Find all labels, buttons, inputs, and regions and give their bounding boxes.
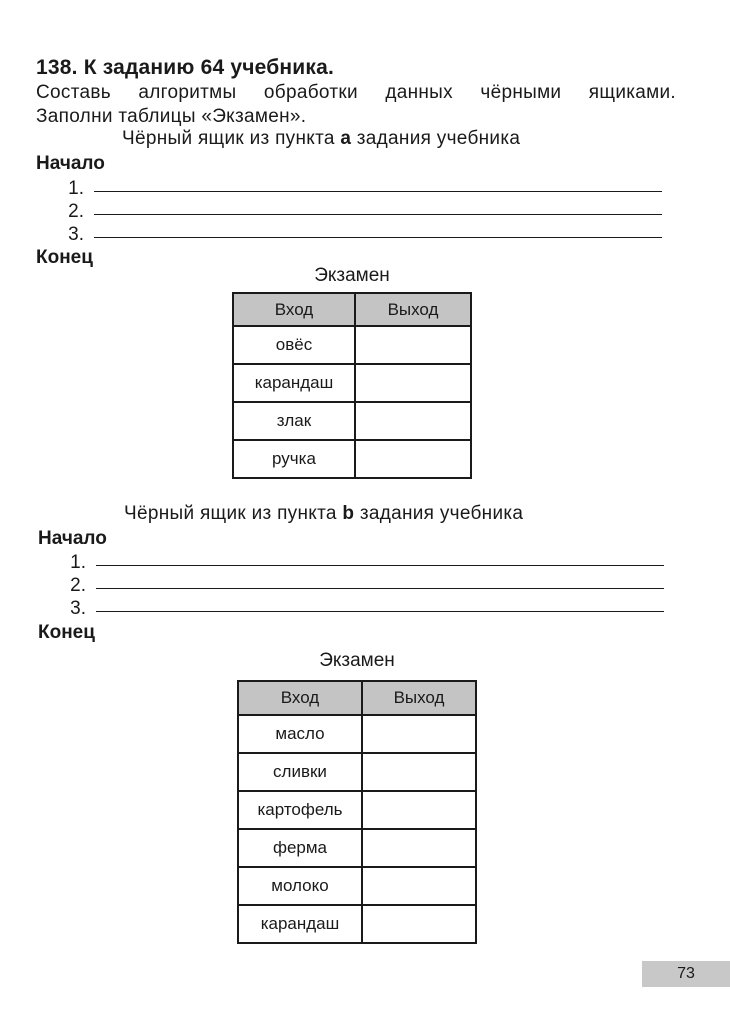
- section-a-subtitle-pre: Чёрный ящик из пункта: [122, 128, 335, 149]
- exercise-instruction-line-2: Заполни таблицы «Экзамен».: [36, 106, 307, 127]
- input-cell: молоко: [238, 867, 362, 905]
- table-header-row: [233, 293, 471, 326]
- section-b-step-2-number: 2.: [70, 575, 86, 596]
- section-b-exam-table: [237, 680, 477, 944]
- input-cell: ручка: [233, 440, 355, 478]
- section-b-subtitle-pre: Чёрный ящик из пункта: [124, 503, 337, 524]
- section-b-subtitle-letter: b: [342, 503, 355, 524]
- section-a-table-caption: Экзамен: [314, 265, 390, 286]
- column-header-input: Вход: [238, 681, 362, 715]
- input-cell: картофель: [238, 791, 362, 829]
- column-header-output: Выход: [362, 681, 476, 715]
- section-a-end-label: Конец: [36, 247, 93, 268]
- section-a-subtitle-post: задания учебника: [356, 128, 521, 149]
- section-a-step-2-number: 2.: [68, 201, 84, 222]
- input-cell: ферма: [238, 829, 362, 867]
- table-row: [238, 905, 476, 943]
- table-row: [238, 791, 476, 829]
- section-a-step-2-line[interactable]: [94, 214, 662, 215]
- page-number-box: [642, 961, 730, 987]
- section-b-subtitle: [124, 503, 523, 525]
- column-header-output: Выход: [355, 293, 471, 326]
- section-b-step-3-line[interactable]: [96, 611, 664, 612]
- table-row: [233, 364, 471, 402]
- section-b-end-label: Конец: [38, 622, 95, 643]
- output-cell[interactable]: [355, 364, 471, 402]
- section-a-step-3-number: 3.: [68, 224, 84, 245]
- output-cell[interactable]: [362, 867, 476, 905]
- input-cell: овёс: [233, 326, 355, 364]
- output-cell[interactable]: [362, 791, 476, 829]
- output-cell[interactable]: [362, 753, 476, 791]
- output-cell[interactable]: [362, 829, 476, 867]
- section-a-step-1-number: 1.: [68, 178, 84, 199]
- column-header-input: Вход: [233, 293, 355, 326]
- section-b-step-3-number: 3.: [70, 598, 86, 619]
- section-b-table-caption: Экзамен: [319, 650, 395, 671]
- input-cell: масло: [238, 715, 362, 753]
- output-cell[interactable]: [355, 326, 471, 364]
- section-a-step-1-line[interactable]: [94, 191, 662, 192]
- page-number: 73: [677, 965, 695, 982]
- table-row: [233, 440, 471, 478]
- section-a-step-3-line[interactable]: [94, 237, 662, 238]
- section-b-step-2-line[interactable]: [96, 588, 664, 589]
- table-row: [238, 867, 476, 905]
- section-a-subtitle: [122, 128, 520, 150]
- exercise-instruction-line-1: Составь алгоритмы обработки данных чёрными ящиками.: [36, 82, 676, 103]
- output-cell[interactable]: [355, 440, 471, 478]
- section-a-exam-table: [232, 292, 472, 479]
- input-cell: карандаш: [233, 364, 355, 402]
- output-cell[interactable]: [362, 905, 476, 943]
- table-row: [233, 326, 471, 364]
- table-row: [238, 753, 476, 791]
- section-a-start-label: Начало: [36, 153, 105, 174]
- section-b-step-1-number: 1.: [70, 552, 86, 573]
- section-b-step-1-line[interactable]: [96, 565, 664, 566]
- exercise-heading: 138. К заданию 64 учебника.: [36, 56, 335, 79]
- input-cell: сливки: [238, 753, 362, 791]
- table-row: [238, 715, 476, 753]
- output-cell[interactable]: [362, 715, 476, 753]
- section-b-subtitle-post: задания учебника: [359, 503, 524, 524]
- table-row: [233, 402, 471, 440]
- section-b-start-label: Начало: [38, 528, 107, 549]
- input-cell: карандаш: [238, 905, 362, 943]
- input-cell: злак: [233, 402, 355, 440]
- output-cell[interactable]: [355, 402, 471, 440]
- table-row: [238, 829, 476, 867]
- section-a-subtitle-letter: a: [340, 128, 352, 149]
- table-header-row: [238, 681, 476, 715]
